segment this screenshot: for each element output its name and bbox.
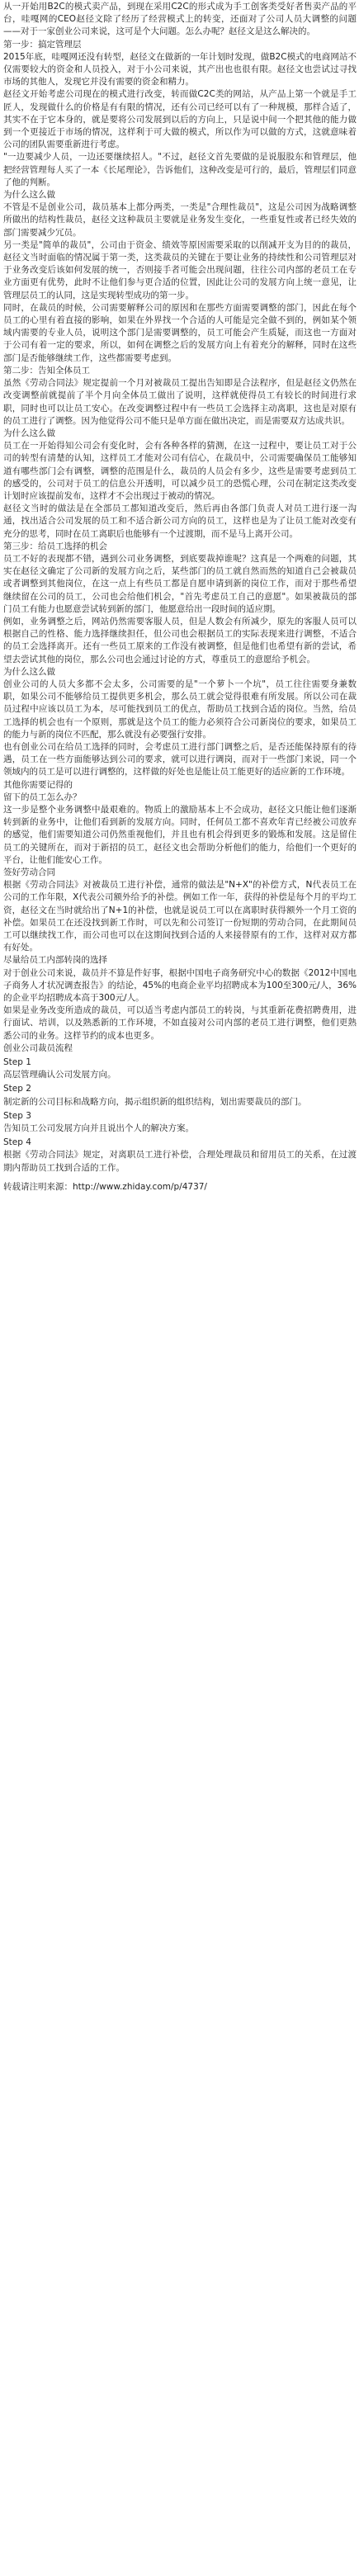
section-heading: 留下的员工怎么办？ — [3, 792, 82, 802]
step-label: Step 4 — [3, 1137, 31, 1148]
step-label: Step 3 — [3, 1110, 31, 1121]
section-heading: 为什么这么做 — [3, 666, 55, 677]
article-paragraph: 如果是业务改变所造成的裁员，可以适当考虑内部员工的转岗，与其重新花费招聘费用，进行面试、培训，以及熟悉新的工作环境，不如直接对公司内部的老员工进行调整，他们更熟悉公司的业务。这样节约的成本也更多。 — [3, 1005, 357, 1041]
article-paragraph: 另一类是"简单的裁员"，公司由于资金、绩效等原因需要采取的以削减开支为目的的裁员，赵径文当时面临的情况属于第一类，这类裁员的关键在于要让业务的持续性和公司管理层对于业务改变后该如何发展的统一，否则接手者可能会出现问题，往往公司内部的老员工在专业方面更有优势，此时不让他们参与更合适的位置，因此让公司的发展方向上统一意见，让管理层员工的认同，这是实现转型成功的第一步。 — [3, 239, 357, 300]
article-paragraph: 赵径文开始考虑公司现在的模式进行改变，转而做C2C类的网站，从产品上第一个就是手工匠人，发现做什么的价格是有有限的情况，还有公司已经可以有了一种规模，那样合适了，其实不在于它本身的，就是要将公司发展到以后的方向上，只是说中间一个把其他的能力做到一个更接近于市场的情况，这样利于可大做的模式，所以作为可以做的方式，这就意味着公司的团队需要重新进行考虑。 — [3, 89, 357, 150]
article-body — [0, 0, 359, 1193]
section-heading: 签好劳动合同 — [3, 867, 55, 878]
article-paragraph: 从一开始用B2C的模式卖产品，到现在采用C2C的形式成为手工创客类受好者售卖产品的平台，哇嘎网的CEO赵径文除了经历了经营模式上的转变，还面对了公司人员大调整的问题——对于一家创业公司来说，这可是个大问题。怎么办呢？赵径文是这么解决的。 — [3, 2, 357, 37]
source-link[interactable]: http://www.zhiday.com/p/4737/ — [73, 1181, 207, 1192]
section-heading: 为什么这么做 — [3, 428, 55, 438]
section-heading: 第二步：告知全体员工 — [3, 365, 90, 376]
step-text: 根据《劳动合同法》规定，对离职员工进行补偿，合理处理裁员和留用员工的关系，在过渡期内帮助员工找到合适的工作。 — [3, 1150, 357, 1173]
article-paragraph: 同时，在裁员的时候，公司需要解释公司的原因和在那些方面需要调整的部门，因此在每个员工的心里有着直接的影响，如果在外界找一个合适的人可能是完全做不到的，例如某个领域内需要的专业人员，说明这个部门是需要调整的，员工可能会产生质疑，而这也一方面对于公司有着一定的要求，所以，如何在调整之后的发展方向上有着充分的解释，同时在这些部门是否能够继续工作，这些都需要考虑到。 — [3, 302, 357, 363]
article-paragraph: 例如，业务调整之后，网站仍然需要客服人员，但是人数会有所减少，原先的客服人员可以根据自己的性格、能力选择继续担任，但公司也会根据员工的实际表现来进行调整，不适合的员工会选择离开。还有一些员工原来的工作没有被调整，但是他们也希望有新的尝试，希望去尝试其他的岗位，那么公司也会通过讨论的方式，尊重员工的意愿给予机会。 — [3, 616, 357, 664]
article-paragraph: 虽然《劳动合同法》规定提前一个月对被裁员工提出告知即是合法程序，但是赵径文仍然在改变调整前就提前了半个月向全体员工做出了说明，这样就使得员工有较长的时间进行求职，同时也可以让员工安心。在改变调整过程中有一些员工会选择主动离职，这也是对原有的员工进行了调整。因为他觉得公司不能只是单方面在做出决定，而是需要双方达成共识。 — [3, 378, 357, 426]
article-paragraph: 也有创业公司在给员工选择的同时，会考虑员工进行部门调整之后，是否还能保持原有的待遇，员工在一些方面能够达到公司的要求，就可以进行调岗，而对于一些部门来说，同一个领域内的员工是可以进行调整的，这样做的好处也是能让员工能更好的适应新的工作环境。 — [3, 741, 357, 778]
source-label: 转载请注明来源： — [3, 1181, 73, 1192]
section-heading: 尽量给员工内部转岗的选择 — [3, 955, 107, 966]
step-text: 制定新的公司目标和战略方向，揭示组织新的组织结构，划出需要裁员的部门。 — [3, 1096, 307, 1107]
article-paragraph: 这一步是整个业务调整中最艰难的。物质上的激励基本上不会成功，赵径文只能让他们逐渐转到新的业务中，让他们看到新的发展方向。同时，任何员工都不喜欢年青已经被公司放弃的感觉，他们需要知道公司仍然重视他们，并且也有机会得到更多的锻炼和发展。这是留住员工的关键所在，而对于新招的员工，赵径文也会帮助分析他们的能力，给他们一个更好的平台，让他们能安心工作。 — [3, 805, 357, 865]
article-paragraph: 不管是不是创业公司，裁员基本上都分两类，一类是"合理性裁员"，这是公司因为战略调整所做出的结构性裁员，赵径文这种裁员主要就是业务发生变化，一些重复性或者已经失效的部门需要减少冗员。 — [3, 202, 357, 238]
section-heading: 为什么这么做 — [3, 190, 55, 201]
section-heading: 第三步：给员工选择的机会 — [3, 541, 107, 551]
article-paragraph: 2015年底，哇嘎网还没有转型，赵径文在做新的一年计划时发现，做B2C模式的电商网站不仅需要较大的资金和人员投入，对于小公司来说，其产出也也很有限。赵径文也尝试过寻找市场的其他人，发现它并没有需要的资金和精力。 — [3, 51, 357, 87]
article-paragraph: 员工不好的表现都不错，遇到公司业务调整，到底要裁掉谁呢？这真是一个两难的问题，其实在赵径文确定了公司新的发展方向之后，某些部门的员工就自然而然的知道自己会被裁员或者调整到其他岗位，在这一点上有些员工都是自愿申请到新的岗位工作，而对于那些希望继续留在公司的员工，公司也会给他们机会，"首先考虑员工自己的意愿"。如果被裁员的部门员工有能力也愿意尝试转到新的部门，他愿意给出一段时间的适应期。 — [3, 553, 357, 614]
step-text: 高层管理确认公司发展方向。 — [3, 1070, 116, 1080]
section-heading: 第一步：搞定管理层 — [3, 39, 82, 50]
section-heading: 创业公司裁员流程 — [3, 1042, 73, 1053]
step-label: Step 1 — [3, 1057, 31, 1068]
article-paragraph: 赵径文当时的做法是在全部员工都知道改变后，然后再由各部门负责人对员工进行逐一沟通，找出适合公司发展的员工和不适合新公司方向的员工，这样也是为了让员工能对改变有充分的思考，同时在员工离职后也能够有一个过渡期，而不是马上离开公司。 — [3, 503, 357, 539]
article-paragraph: 对于创业公司来说，裁员并不算是件好事，根据中国电子商务研究中心的数据《2012中国电子商务人才状况调查报告》的结论，45%的电商企业平均招聘成本为100至300元/人，36%的企业平均招聘成本高于300元/人。 — [3, 967, 357, 1004]
article-paragraph: 根据《劳动合同法》对被裁员工进行补偿，通常的做法是"N+X"的补偿方式，N代表员工在公司的工作年限，X代表公司额外给予的补偿。例如工作一年，获得的补偿是每个月的平均工资，赵径文在当时就给出了N+1的补偿，也就是说员工可以在离职时获得额外一个月工资的补偿。如果员工在还没找到新工作时，可以先和公司签订一份短期的劳动合同，在此期间员工可以继续找工作，而公司也可以在这期间找到合适的人来接替原有的工作，这样对双方都有好处。 — [3, 880, 357, 953]
article-paragraph: "一边要减少人员，一边还要继续招人。"不过，赵径文首先要做的是说服股东和管理层，他把经营管理每人买了一本《长尾理论》，告诉他们，这种改变是可行的，最后，管理层们同意了他的判断。 — [3, 152, 357, 187]
source-line — [3, 1181, 357, 1193]
step-text: 告知员工公司发展方向并且说出个人的解决方案。 — [3, 1123, 194, 1134]
section-heading: 其他你需要记得的 — [3, 779, 73, 790]
article-paragraph: 创业公司的人员大多都不会太多，公司需要的是"一个萝卜一个坑"，员工往往需要身兼数职，如果公司不能够给员工提供更多机会，那么员工就会觉得很难有所发展。所以公司在裁员过程中应该以员工为本，尽可能找到员工的优点，帮助员工找到合适的岗位。当然，给员工选择的机会也有一个原则，那就是这个员工的能力必须符合公司新岗位的要求，如果员工的能力与新的岗位不匹配，那么就没有必要强行安排。 — [3, 678, 357, 740]
step-label: Step 2 — [3, 1084, 31, 1094]
article-paragraph: 员工在一开始得知公司会有变化时，会有各种各样的猜测，在这一过程中，要让员工对于公司的转型有清楚的认知，这样员工才能对公司有信心，在裁员中，公司需要确保员工能够知道有哪些部门会有调整，调整的范围是什么，裁员的人员会有多少，这些是需要考虑到员工的感受的，公司对于员工的信息公开透明，可以减少员工的恐慌心理，公司在制定这类改变计划时应该提前发布，这样才不会出现过于被动的情况。 — [3, 441, 357, 501]
